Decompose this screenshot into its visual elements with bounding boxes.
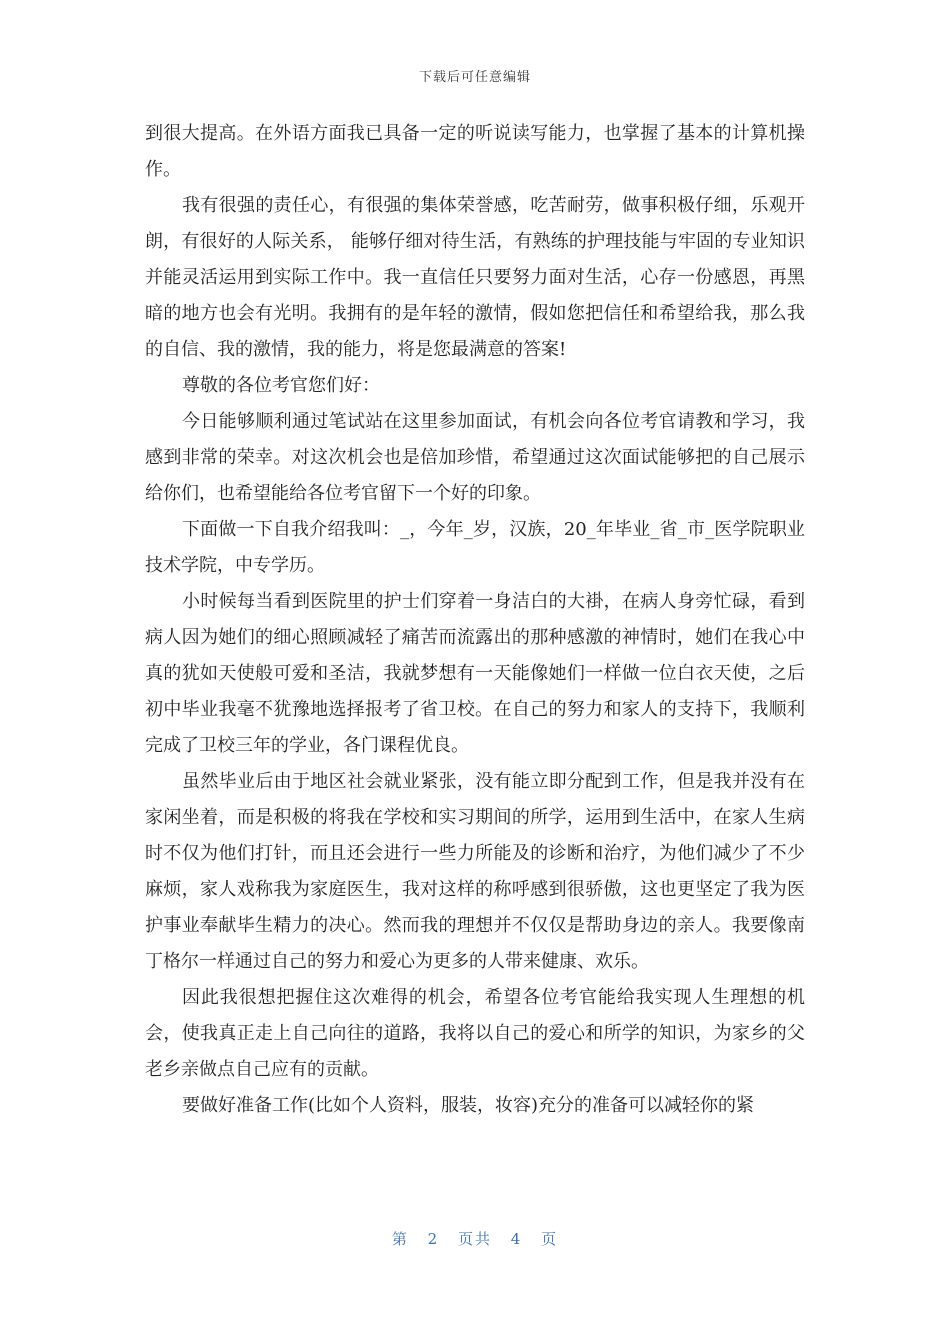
paragraph: 小时候每当看到医院里的护士们穿着一身洁白的大褂，在病人身旁忙碌，看到病人因为她们的细心照顾减轻了痛苦而流露出的那种感激的神情时，她们在我心中真的犹如天使般可爱和圣洁，我就梦想有一天能像她们一样做一位白衣天使，之后初中毕业我毫不犹豫地选择报考了省卫校。在自己的努力和家人的支持下，我顺利完成了卫校三年的学业，各门课程优良。 [145, 591, 805, 756]
paragraph: 我有很强的责任心，有很强的集体荣誉感，吃苦耐劳，做事积极仔细，乐观开朗，有很好的人际关系， 能够仔细对待生活，有熟练的护理技能与牢固的专业知识并能灵活运用到实际工作中。我一直信任只要努力面对生活，心存一份感恩，再黑暗的地方也会有光明。我拥有的是年轻的激情，假如您把信任和希望给我，那么我的自信、我的激情，我的能力，将是您最满意的答案! [145, 195, 805, 360]
page-header-note: 下载后可任意编辑 [418, 70, 531, 85]
paragraph: 今日能够顺利通过笔试站在这里参加面试，有机会向各位考官请教和学习，我感到非常的荣幸。对这次机会也是倍加珍惜，希望通过这次面试能够把的自己展示给你们，也希望能给各位考官留下一个好的印象。 [145, 411, 805, 504]
paragraph: 虽然毕业后由于地区社会就业紧张，没有能立即分配到工作，但是我并没有在家闲坐着，而是积极的将我在学校和实习期间的所学，运用到生活中，在家人生病时不仅为他们打针，而且还会进行一些力所能及的诊断和治疗，为他们减少了不少麻烦，家人戏称我为家庭医生，我对这样的称呼感到很骄傲，这也更坚定了我为医护事业奉献毕生精力的决心。然而我的理想并不仅仅是帮助身边的亲人。我要像南丁格尔一样通过自己的努力和爱心为更多的人带来健康、欢乐。 [145, 771, 805, 972]
page-number-footer: 第 2 页共 4 页 [391, 1230, 559, 1248]
document-body [145, 116, 805, 1124]
paragraph: 下面做一下自我介绍我叫：_，今年_岁，汉族，20_年毕业_省_市_医学院职业技术学院，中专学历。 [145, 519, 805, 576]
paragraph: 要做好准备工作(比如个人资料，服装，妆容)充分的准备可以减轻你的紧 [182, 1095, 755, 1116]
paragraph: 尊敬的各位考官您们好： [182, 375, 380, 396]
paragraph: 因此我很想把握住这次难得的机会，希望各位考官能给我实现人生理想的机会，使我真正走上自己向往的道路，我将以自己的爱心和所学的知识，为家乡的父老乡亲做点自己应有的贡献。 [145, 987, 805, 1080]
paragraph: 到很大提高。在外语方面我已具备一定的听说读写能力，也掌握了基本的计算机操作。 [145, 123, 805, 180]
